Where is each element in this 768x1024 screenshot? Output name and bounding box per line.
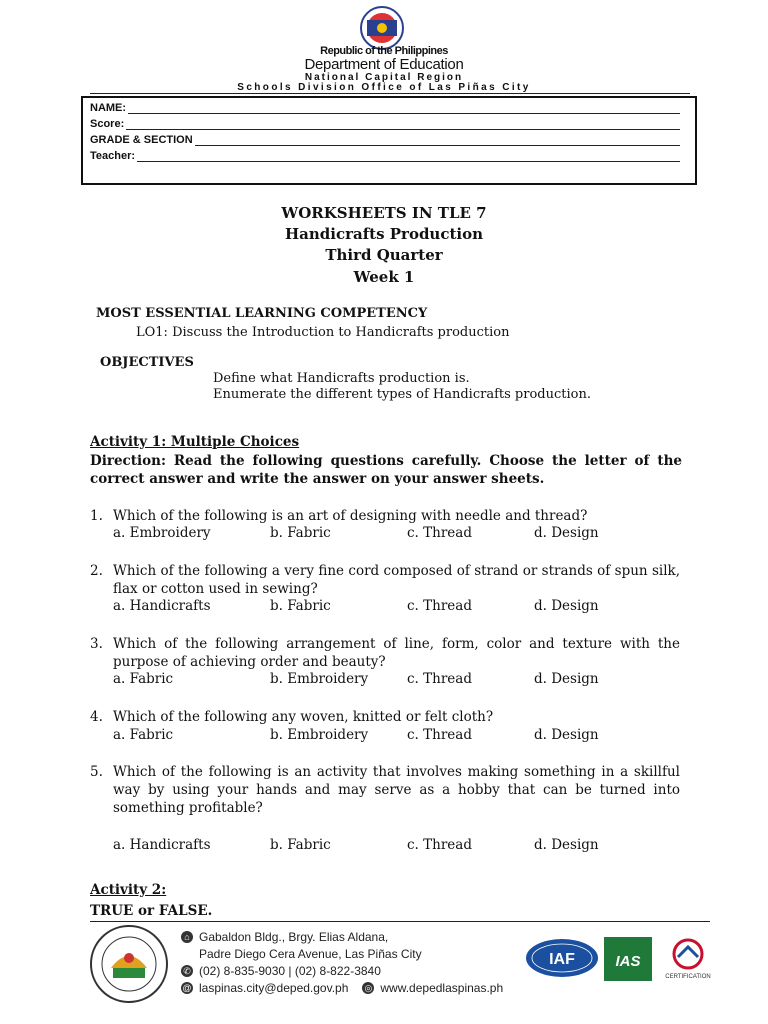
question-5 bbox=[90, 763, 680, 817]
question-number: 5. bbox=[90, 764, 103, 780]
question-4 bbox=[90, 708, 680, 726]
question-text: Which of the following is an art of designing with needle and thread? bbox=[113, 508, 588, 524]
name-label: NAME: bbox=[90, 102, 127, 114]
choice-c: c. Thread bbox=[407, 525, 472, 541]
score-field[interactable] bbox=[90, 118, 680, 130]
question-3 bbox=[90, 635, 680, 671]
division-label: Schools Division Office of Las Piñas City bbox=[237, 82, 531, 93]
iaf-logo bbox=[524, 937, 600, 979]
choice-b: b. Embroidery bbox=[270, 727, 369, 743]
question-number: 1. bbox=[90, 508, 103, 524]
score-label: Score: bbox=[90, 118, 125, 130]
header-divider bbox=[90, 93, 690, 94]
question-number: 3. bbox=[90, 636, 103, 652]
grade-section-label: GRADE & SECTION bbox=[90, 134, 193, 146]
choice-d: d. Design bbox=[534, 837, 599, 853]
week-title: Week 1 bbox=[353, 268, 415, 286]
ias-label: IAS bbox=[615, 953, 641, 970]
footer-phone bbox=[181, 964, 381, 978]
footer-divider bbox=[90, 921, 710, 922]
question-text: Which of the following is an activity that involves making something in a skillful way by using your hands and may serve as a hobby that can be turned into something profitable? bbox=[113, 764, 680, 816]
teacher-field[interactable] bbox=[90, 150, 680, 162]
website-link[interactable]: www.depedlaspinas.ph bbox=[380, 981, 504, 995]
activity1-title: Activity 1: Multiple Choices bbox=[90, 434, 300, 450]
phone-icon: ✆ bbox=[181, 965, 193, 977]
lo1-text: LO1: Discuss the Introduction to Handicrafts production bbox=[136, 325, 510, 340]
ias-logo bbox=[604, 937, 652, 981]
choice-c: c. Thread bbox=[407, 671, 472, 687]
phone-text: (02) 8-835-9030 | (02) 8-822-3840 bbox=[199, 964, 381, 978]
choice-a: a. Fabric bbox=[113, 727, 174, 743]
choice-a: a. Handicrafts bbox=[113, 837, 211, 853]
worksheet-title: WORKSHEETS IN TLE 7 bbox=[281, 204, 487, 222]
objective-item: Define what Handicrafts production is. bbox=[213, 371, 470, 386]
subject-title: Handicrafts Production bbox=[284, 225, 484, 243]
activity1-direction: Direction: Read the following questions carefully. Choose the letter of the correct answer and write the answer on your answer sheets. bbox=[90, 453, 682, 487]
question-text: Which of the following arrangement of line, form, color and texture with the purpose of achieving order and beauty? bbox=[113, 636, 680, 670]
choice-d: d. Design bbox=[534, 598, 599, 614]
question-1 bbox=[90, 507, 680, 525]
footer-address-line1 bbox=[181, 930, 388, 944]
globe-icon: ◎ bbox=[362, 982, 374, 994]
certification-logo bbox=[662, 937, 714, 981]
email-link[interactable]: laspinas.city@deped.gov.ph bbox=[199, 981, 349, 995]
question-number: 4. bbox=[90, 709, 103, 725]
email-icon: @ bbox=[182, 983, 192, 993]
choice-c: c. Thread bbox=[407, 727, 472, 743]
choice-a: a. Handicrafts bbox=[113, 598, 211, 614]
choice-d: d. Design bbox=[534, 671, 599, 687]
choice-b: b. Fabric bbox=[270, 525, 331, 541]
name-field[interactable] bbox=[90, 102, 680, 114]
question-text: Which of the following any woven, knitted or felt cloth? bbox=[113, 709, 494, 725]
choice-c: c. Thread bbox=[407, 598, 472, 614]
address-line2: Padre Diego Cera Avenue, Las Piñas City bbox=[199, 947, 422, 961]
location-icon: ⌂ bbox=[181, 931, 193, 943]
region-label: National Capital Region bbox=[304, 72, 464, 83]
footer-contact bbox=[181, 981, 503, 995]
quarter-title: Third Quarter bbox=[325, 246, 443, 264]
activity2-subtitle: TRUE or FALSE. bbox=[90, 903, 213, 919]
choice-c: c. Thread bbox=[407, 837, 472, 853]
choice-a: a. Fabric bbox=[113, 671, 174, 687]
deped-seal-logo bbox=[352, 6, 412, 50]
teacher-label: Teacher: bbox=[90, 150, 136, 162]
choice-b: b. Fabric bbox=[270, 598, 331, 614]
question-text: Which of the following a very fine cord composed of strand or strands of spun silk, flax or cotton used in sewing? bbox=[113, 563, 680, 597]
choice-d: d. Design bbox=[534, 727, 599, 743]
choice-b: b. Embroidery bbox=[270, 671, 369, 687]
choice-b: b. Fabric bbox=[270, 837, 331, 853]
choice-d: d. Design bbox=[534, 525, 599, 541]
division-seal-logo bbox=[89, 924, 169, 1004]
address-line1: Gabaldon Bldg., Brgy. Elias Aldana, bbox=[199, 930, 389, 944]
objective-item: Enumerate the different types of Handicrafts production. bbox=[213, 387, 591, 402]
republic-label: Republic of the Philippines bbox=[320, 45, 448, 57]
department-label: Department of Education bbox=[304, 56, 464, 73]
iaf-label: IAF bbox=[549, 951, 575, 968]
footer-address-line2 bbox=[199, 947, 422, 961]
question-number: 2. bbox=[90, 563, 103, 579]
grade-section-field[interactable] bbox=[90, 134, 680, 146]
melc-heading: MOST ESSENTIAL LEARNING COMPETENCY bbox=[96, 306, 428, 321]
objectives-heading: OBJECTIVES bbox=[100, 355, 194, 370]
choice-a: a. Embroidery bbox=[113, 525, 211, 541]
question-2 bbox=[90, 562, 680, 598]
cert-label: CERTIFICATION bbox=[665, 974, 711, 980]
activity2-title: Activity 2: bbox=[90, 882, 167, 898]
